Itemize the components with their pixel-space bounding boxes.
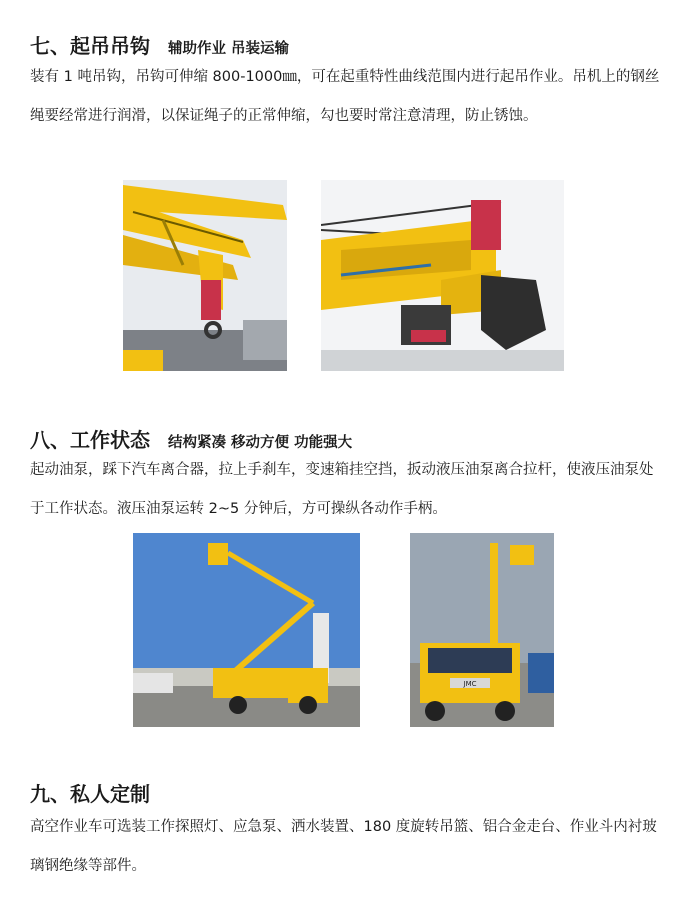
section-7-tagline: 辅助作业 吊装运输 bbox=[168, 41, 290, 57]
section-8-tagline: 结构紧凑 移动方便 功能强大 bbox=[168, 435, 353, 451]
section-7-paragraph: 装有 1 吨吊钩，吊钩可伸缩 800-1000㎜，可在起重特性曲线范围内进行起吊作业。吊机上的钢丝绳要经常进行润滑，以保证绳子的正常伸缩，勾也要时常注意清理，防止锈蚀。 bbox=[30, 69, 660, 124]
aerial-truck-front-photo bbox=[410, 533, 554, 727]
hook-closeup-photo bbox=[123, 180, 287, 371]
section-9-title: 九、私人定制 bbox=[30, 782, 150, 806]
section-8-paragraph: 起动油泵，踩下汽车离合器，拉上手刹车，变速箱挂空挡，扳动液压油泵离合拉杆，使液压油泵处于工作状态。液压油泵运转 2~5 分钟后，方可操纵各动作手柄。 bbox=[30, 462, 654, 517]
section-7-heading bbox=[30, 30, 289, 59]
section-8-heading bbox=[30, 424, 352, 453]
truck-brand-text: JMC bbox=[463, 680, 477, 688]
section-7-title: 七、起吊吊钩 bbox=[30, 34, 150, 58]
aerial-truck-side-photo bbox=[133, 533, 360, 727]
section-9-paragraph: 高空作业车可选装工作探照灯、应急泵、洒水装置、180 度旋转吊篮、铝合金走台、作业斗内衬玻璃钢绝缘等部件。 bbox=[30, 819, 657, 874]
boom-head-photo bbox=[321, 180, 564, 371]
section-8-title: 八、工作状态 bbox=[30, 428, 150, 452]
section-9-heading bbox=[30, 778, 150, 807]
